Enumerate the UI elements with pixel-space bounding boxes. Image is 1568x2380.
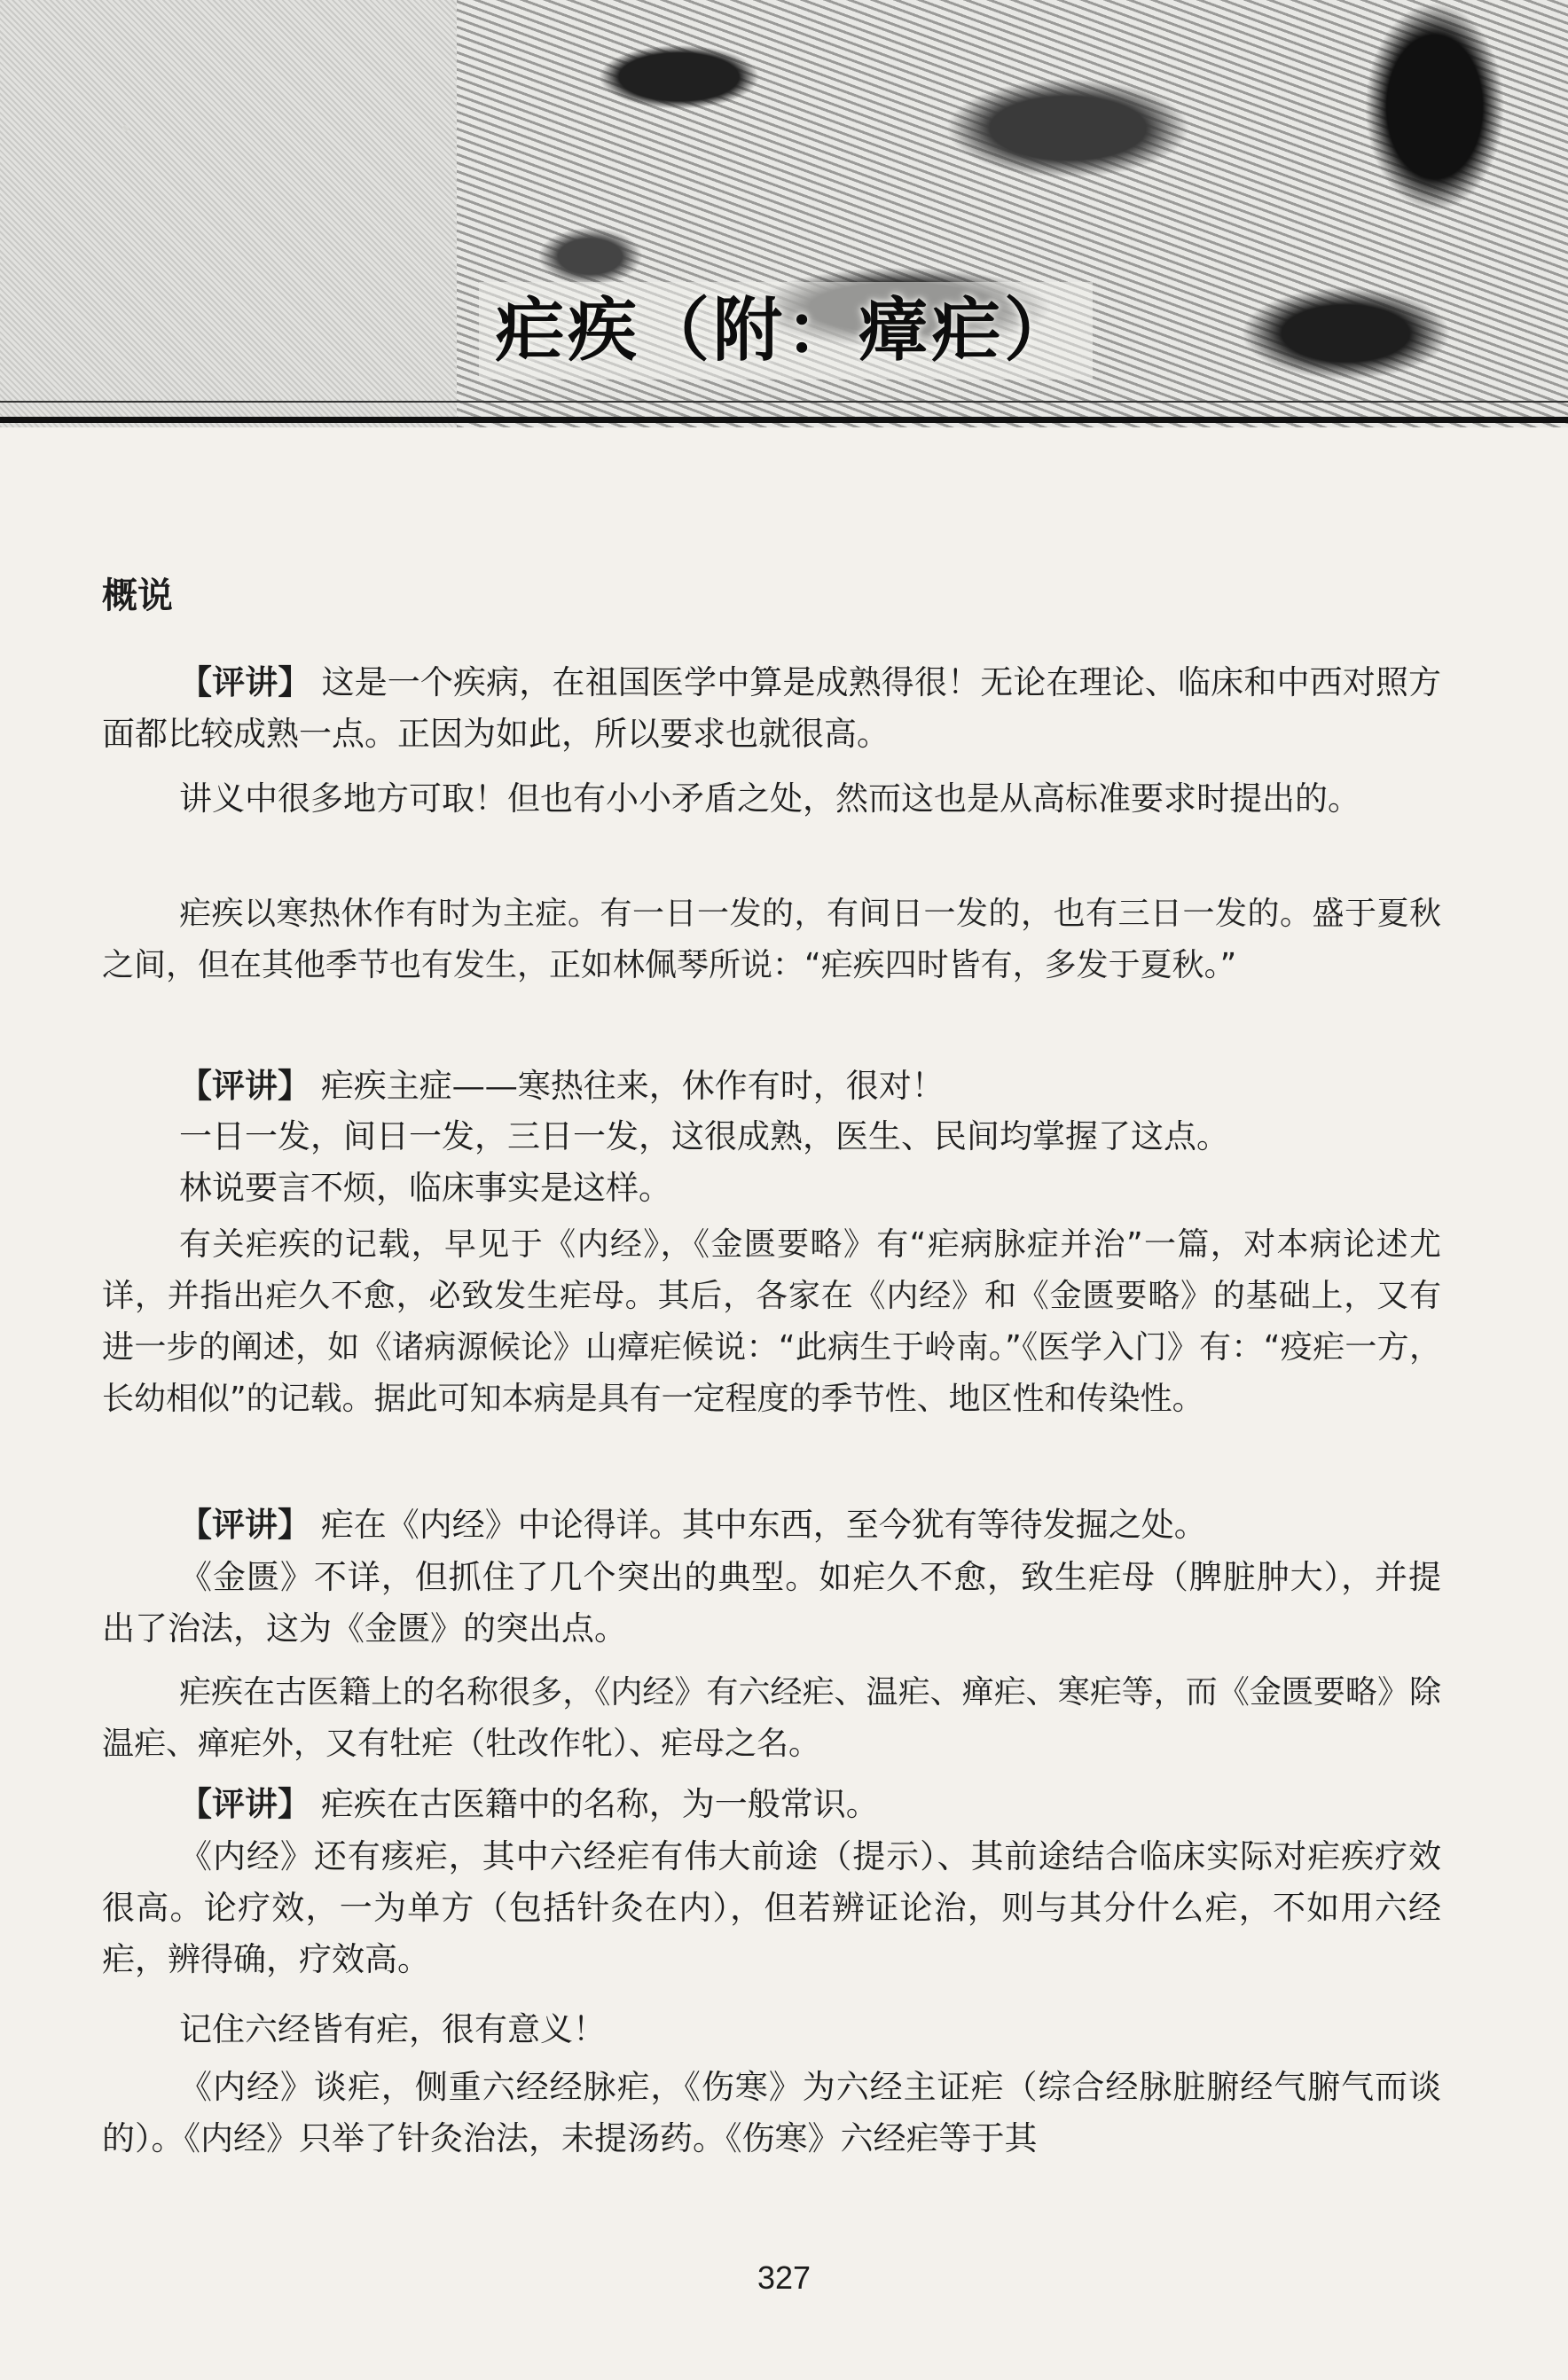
paragraph-4 bbox=[102, 1060, 1441, 1112]
paragraph-6 bbox=[102, 1163, 1441, 1214]
banner-thin-rule bbox=[0, 401, 1568, 403]
paragraph-14 bbox=[102, 2062, 1441, 2165]
paragraph-text: 疟疾在古医籍中的名称，为一般常识。 bbox=[310, 1785, 879, 1823]
paragraph-text: 这是一个疾病，在祖国医学中算是成熟得很！无论在理论、临床和中西对照方面都比较成熟一点。正因为如此，所以要求也就很高。 bbox=[102, 663, 1442, 753]
paragraph-text: 讲义中很多地方可取！但也有小小矛盾之处，然而这也是从高标准要求时提出的。 bbox=[179, 779, 1360, 818]
commentary-tag: 【评讲】 bbox=[179, 1066, 310, 1105]
paragraph-13 bbox=[102, 2004, 1441, 2055]
textbook-quote-3 bbox=[102, 1667, 1441, 1770]
paragraph-2 bbox=[102, 773, 1441, 825]
paragraph-5 bbox=[102, 1111, 1441, 1163]
banner-thick-rule bbox=[0, 417, 1568, 423]
paragraph-text: 《内经》谈疟，侧重六经经脉疟，《伤寒》为六经主证疟（综合经脉脏腑经气腑气而谈的）。《内经》只举了针灸治法，未提汤药。《伤寒》六经疟等于其 bbox=[102, 2068, 1441, 2157]
commentary-tag: 【评讲】 bbox=[179, 1505, 310, 1544]
paragraph-12 bbox=[102, 1831, 1441, 1985]
paragraph-text: 林说要言不烦，临床事实是这样。 bbox=[179, 1169, 671, 1207]
paragraph-8 bbox=[102, 1499, 1441, 1551]
textbook-quote-2 bbox=[102, 1219, 1441, 1425]
paragraph-11 bbox=[102, 1778, 1441, 1830]
paragraph-text: 一日一发，间日一发，三日一发，这很成熟，医生、民间均掌握了这点。 bbox=[179, 1117, 1229, 1155]
quote-text: 疟疾在古医籍上的名称很多，《内经》有六经疟、温疟、瘅疟、寒疟等，而《金匮要略》除温疟、瘅疟外，又有牡疟（牡改作牝）、疟母之名。 bbox=[102, 1674, 1441, 1762]
textbook-quote-1 bbox=[102, 889, 1441, 991]
section-heading: 概说 bbox=[102, 575, 173, 616]
chapter-banner bbox=[0, 0, 1568, 427]
commentary-tag: 【评讲】 bbox=[179, 662, 311, 701]
paragraph-text: 疟疾主症——寒热往来，休作有时，很对！ bbox=[310, 1067, 945, 1105]
quote-text: 疟疾以寒热休作有时为主症。有一日一发的，有间日一发的，也有三日一发的。盛于夏秋之间，但在其他季节也有发生，正如林佩琴所说：“疟疾四时皆有，多发于夏秋。” bbox=[102, 896, 1441, 983]
quote-text: 有关疟疾的记载，早见于《内经》，《金匮要略》有“疟病脉症并治”一篇，对本病论述尤详，并指出疟久不愈，必致发生疟母。其后，各家在《内经》和《金匮要略》的基础上，又有进一步的阐述，如《诸病源候论》山瘴疟候说：“此病生于岭南。”《医学入门》有：“疫疟一方，长幼相似”的记载。据此可知本病是具有一定程度的季节性、地区性和传染性。 bbox=[102, 1226, 1441, 1417]
paragraph-text: 疟在《内经》中论得详。其中东西，至今犹有等待发掘之处。 bbox=[310, 1506, 1207, 1544]
page-number: 327 bbox=[757, 2259, 811, 2296]
commentary-tag: 【评讲】 bbox=[179, 1784, 310, 1823]
paragraph-text: 《金匮》不详，但抓住了几个突出的典型。如疟久不愈，致生疟母（脾脏肿大），并提出了治法，这为《金匮》的突出点。 bbox=[102, 1558, 1441, 1648]
paragraph-9 bbox=[102, 1552, 1441, 1655]
paragraph-text: 记住六经皆有疟，很有意义！ bbox=[179, 2010, 606, 2048]
paragraph-1 bbox=[102, 656, 1441, 760]
chapter-title: 疟疾（附：瘴疟） bbox=[479, 282, 1093, 380]
paragraph-text: 《内经》还有痎疟，其中六经疟有伟大前途（提示）、其前途结合临床实际对疟疾疗效很高。论疗效，一为单方（包括针灸在内），但若辨证论治，则与其分什么疟，不如用六经疟，辨得确，疗效高。 bbox=[102, 1837, 1441, 1978]
